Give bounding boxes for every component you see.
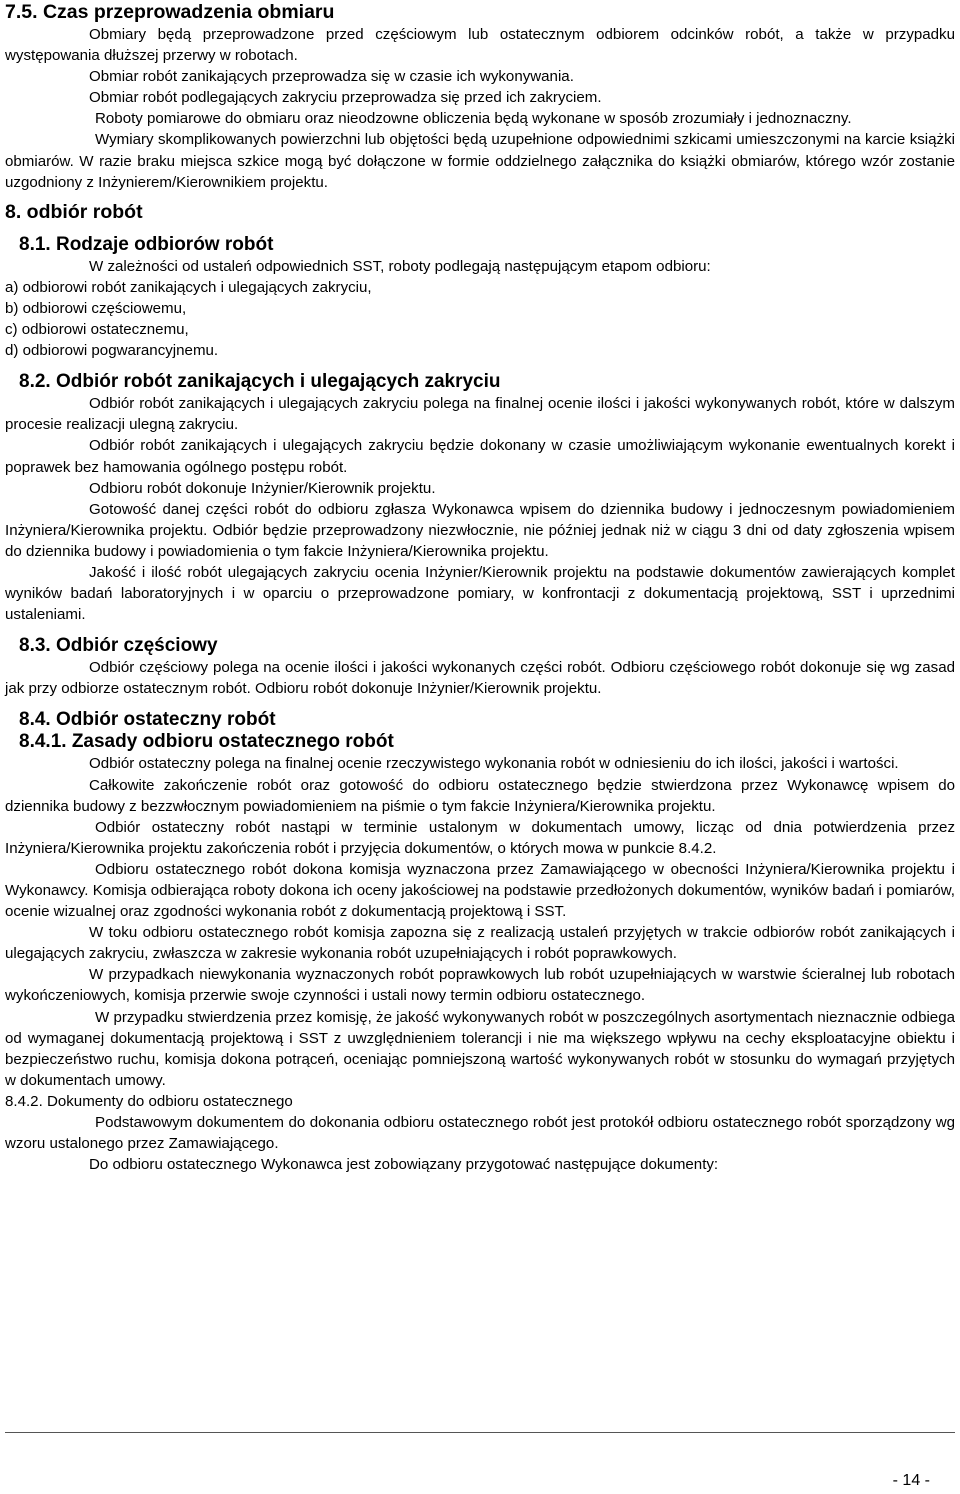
paragraph: Całkowite zakończenie robót oraz gotowość do odbioru ostatecznego będzie stwierdzona przez Wykonawcę wpisem do dziennika budowy z bezzwłocznym powiadomieniem na piśmie o tym fakcie Inżyniera/Kierownika projektu. <box>5 776 955 815</box>
paragraph: W przypadku stwierdzenia przez komisję, że jakość wykonywanych robót w poszczególnych asortymentach nieznacznie odbiega od wymaganej dokumentacją projektową i SST z uwzględnieniem tolerancji i nie ma większego wpływu na cechy eksploatacyjne obiektu i bezpieczeństwo ruchu, komisja dokona potrąceń, oceniając pomniejszoną wartość wykonywanych robót w stosunku do wymagań przyjętych w dokumentach umowy. <box>5 1008 955 1089</box>
paragraph: W toku odbioru ostatecznego robót komisja zapozna się z realizacją ustaleń przyjętych w trakcie odbiorów robót zanikających i ulegających zakryciu, zwłaszcza w zakresie wykonania robót uzupełniających i robót poprawkowych. <box>5 924 955 963</box>
section-8-4-2-heading: 8.4.2. Dokumenty do odbioru ostatecznego <box>5 1092 293 1110</box>
paragraph: Gotowość danej części robót do odbioru zgłasza Wykonawca wpisem do dziennika budowy i jednoczesnym powiadomieniem Inżyniera/Kierownika projektu. Odbiór będzie przeprowadzony niezwłocznie, nie później jednak niż w ciągu 3 dni od daty zgłoszenia wpisem do dziennika budowy i powiadomienia o tym fakcie Inżyniera/Kierownika projektu. <box>5 500 955 560</box>
paragraph: Do odbioru ostatecznego Wykonawca jest zobowiązany przygotować następujące dokumenty: <box>89 1156 719 1174</box>
list-item: b) odbiorowi częściowemu, <box>5 299 187 317</box>
paragraph: Odbioru robót dokonuje Inżynier/Kierownik projektu. <box>89 479 436 497</box>
section-8-3-heading: 8.3. Odbiór częściowy <box>19 635 218 657</box>
paragraph: Podstawowym dokumentem do dokonania odbioru ostatecznego robót jest protokół odbioru ostatecznego robót sporządzony wg wzoru ustalonego przez Zamawiającego. <box>5 1114 955 1153</box>
list-item: a) odbiorowi robót zanikających i ulegających zakryciu, <box>5 278 372 296</box>
paragraph: Odbiór ostateczny polega na finalnej ocenie rzeczywistego wykonania robót w odniesieniu do ich ilości, jakości i wartości. <box>89 755 899 773</box>
section-7-5-heading: 7.5. Czas przeprowadzenia obmiaru <box>5 1 335 23</box>
section-8-4-1-heading: 8.4.1. Zasady odbioru ostatecznego robót <box>19 731 394 753</box>
page-number: - 14 - <box>892 1472 930 1489</box>
paragraph: Odbiór robót zanikających i ulegających zakryciu polega na finalnej ocenie ilości i jakości wykonywanych robót, które w dalszym procesie realizacji ulegną zakryciu. <box>5 395 955 434</box>
section-8-1-heading: 8.1. Rodzaje odbiorów robót <box>19 233 274 255</box>
paragraph: Roboty pomiarowe do obmiaru oraz nieodzowne obliczenia będą wykonane w sposób zrozumiały i jednoznaczny. <box>95 110 852 128</box>
section-8-4-heading: 8.4. Odbiór ostateczny robót <box>19 709 276 731</box>
section-8-2-heading: 8.2. Odbiór robót zanikających i ulegających zakryciu <box>19 371 501 393</box>
paragraph: Obmiary będą przeprowadzone przed częściowym lub ostatecznym odbiorem odcinków robót, a także w przypadku występowania dłuższej przerwy w robotach. <box>5 26 955 65</box>
list-item: c) odbiorowi ostatecznemu, <box>5 321 189 339</box>
paragraph: Odbiór robót zanikających i ulegających zakryciu będzie dokonany w czasie umożliwiającym wykonanie ewentualnych korekt i poprawek bez hamowania ogólnego postępu robót. <box>5 437 955 476</box>
paragraph: W przypadkach niewykonania wyznaczonych robót poprawkowych lub robót uzupełniających w warstwie ścieralnej lub robotach wykończeniowych, komisja przerwie swoje czynności i ustali nowy termin odbioru ostatecznego. <box>5 966 955 1005</box>
paragraph: Obmiar robót podlegających zakryciu przeprowadza się przed ich zakryciem. <box>89 89 602 107</box>
paragraph: Odbiór ostateczny robót nastąpi w terminie ustalonym w dokumentach umowy, licząc od dnia potwierdzenia przez Inżyniera/Kierownika projektu zakończenia robót i przyjęcia dokumentów, o których mowa w punkcie 8.4.2. <box>5 818 955 857</box>
paragraph: Jakość i ilość robót ulegających zakryciu ocenia Inżynier/Kierownik projektu na podstawie dokumentów zawierających komplet wyników badań laboratoryjnych i w oparciu o przeprowadzone pomiary, w konfrontacji z dokumentacją projektową, SST i uprzednimi ustaleniami. <box>5 563 955 624</box>
document-page <box>5 0 955 1175</box>
section-8-heading: 8. odbiór robót <box>5 200 143 223</box>
paragraph: W zależności od ustaleń odpowiednich SST, roboty podlegają następującym etapom odbioru: <box>89 257 711 275</box>
paragraph: Odbiór częściowy polega na ocenie ilości i jakości wykonanych części robót. Odbioru częściowego robót dokonuje się wg zasad jak przy odbiorze ostatecznym robót. Odbioru robót dokonuje Inżynier/Kierownik projektu. <box>5 659 955 698</box>
paragraph: Obmiar robót zanikających przeprowadza się w czasie ich wykonywania. <box>89 68 574 86</box>
paragraph: Odbioru ostatecznego robót dokona komisja wyznaczona przez Zamawiającego w obecności Inżyniera/Kierownika projektu i Wykonawcy. Komisja odbierająca roboty dokona ich oceny jakościowej na podstawie przedłożonych dokumentów, wyników badań i pomiarów, ocenie wizualnej oraz zgodności wykonania robót z dokumentacją projektową i SST. <box>5 860 955 921</box>
paragraph: Wymiary skomplikowanych powierzchni lub objętości będą uzupełnione odpowiednimi szkicami umieszczonymi na karcie książki obmiarów. W razie braku miejsca szkice mogą być dołączone w formie oddzielnego załącznika do książki obmiarów, którego wzór zostanie uzgodniony z Inżynierem/Kierownikiem projektu. <box>5 131 955 191</box>
list-item: d) odbiorowi pogwarancyjnemu. <box>5 342 219 360</box>
footer-divider <box>5 1432 955 1433</box>
